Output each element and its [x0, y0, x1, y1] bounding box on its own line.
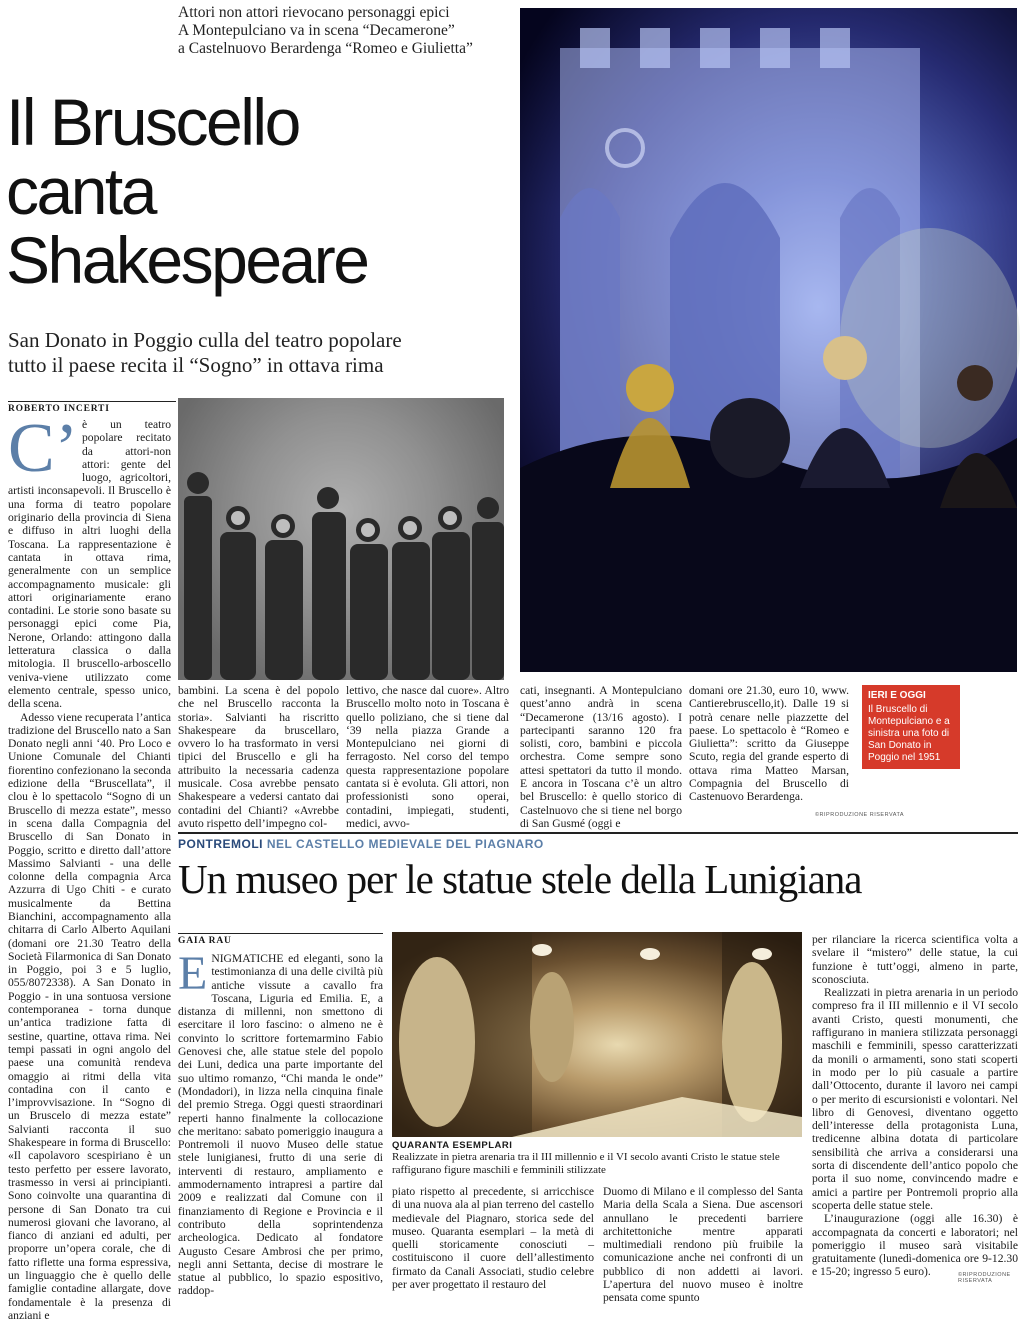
section-location: PONTREMOLI	[178, 837, 263, 851]
article1-copyright: ©RIPRODUZIONE RISERVATA	[815, 812, 905, 818]
article2-copyright: ©RIPRODUZIONE RISERVATA	[958, 1272, 1011, 1284]
paragraph: L’inaugurazione (oggi alle 16.30) è accompagnata da concerti e laboratori; nel pomeriggio il museo sarà visitabile gratuitamente (lunedì-domenica ore 9-12.30 e 15-20; ingresso 5 euro).	[812, 1212, 1018, 1279]
article1-deck	[8, 328, 518, 378]
deck-line: tutto il paese recita il “Sogno” in ottava rima	[8, 353, 384, 377]
article2-column-4	[812, 933, 1018, 1279]
kicker-line: A Montepulciano va in scena “Decamerone”	[178, 22, 455, 39]
section-subtitle: NEL CASTELLO MEDIEVALE DEL PIAGNARO	[266, 837, 544, 851]
article1-kicker	[178, 4, 518, 58]
statue-stele-museum-photo	[392, 932, 802, 1137]
ieri-e-oggi-caption	[862, 685, 960, 769]
caption-text: Il Bruscello di Montepulciano e a sinistra una foto di San Donato in Poggio nel 1951	[868, 704, 950, 763]
paragraph: Realizzati in pietra arenaria in un periodo compreso fra il III millennio e il VI secolo avanti Cristo, questi monumenti, che raffigurano in maniera stilizzata personaggi maschili e femminili, spesso caratterizzati da monili o armamenti, sono stati scoperti in modo per lo più casuale a partire dall’Ottocento, durante il lavoro nei campi o per merito di escursionisti e volontari. Nel libro di Genovesi, diventano oggetto dell’interesse della protagonista Luna, tredicenne albina dotata di particolare sensibilità che arriva a considerarsi una sorta di discendente dell’antico popolo che porta il suo nome, convincendo madre e amici a partire per Pontremoli proprio alla scoperta delle statue stele.	[812, 986, 1018, 1212]
article2-byline: GAIA RAU	[178, 933, 383, 946]
caption-text: Realizzate in pietra arenaria tra il III millennio e il VI secolo avanti Cristo le statue stele raffigurano figure maschili e femminili stilizzate	[392, 1151, 780, 1176]
caption-title: QUARANTA ESEMPLARI	[392, 1140, 513, 1151]
article1-column-3: lettivo, che nasce dal cuore». Altro Bruscello molto noto in Toscana è quello poliziano, che si tiene dal ‘39 nella piazza Grande a Montepulciano nei giorni di ferragosto. Nel corso del tempo questa rappresentazione popolare cantata si è evoluta. Gli attori, non professionisti sono operai, contadini, impiegati, studenti, medici, avvo-	[346, 684, 509, 830]
headline-line: canta	[6, 154, 155, 228]
article1-column-4: cati, insegnanti. A Montepulciano quest’anno andrà in scena “Decamerone (13/16 agosto). I partecipanti saranno 120 fra solisti, coro, bambini e piccola orchestra. Come sempre sono attesi spettatori da tutto il mondo. E ancora in Toscana c’è un altro bel Bruscello: è quello storico di Castelnuovo che si tiene nel borgo di San Gusmé (oggi e	[520, 684, 682, 830]
paragraph: per rilanciare la ricerca scientifica volta a svelare il “mistero” delle statue, la cui funzione è tutt’oggi, almeno in parte, sconosciuta.	[812, 933, 1018, 986]
article1-column-2: bambini. La scena è del popolo che nel Bruscello racconta la storia». Salvianti ha riscritto Shakespeare da bruscellaro, ovvero lo ha trasformato in versi tipici del Bruscello e gli ha attribuito la necessaria cadenza musicale. Cosa avrebbe pensato Shakespeare a vedersi cantato dai contadini del Chianti? «Avrebbe avuto rispetto dell’impegno col-	[178, 684, 339, 830]
article1-headline	[6, 85, 516, 297]
dropcap: C’	[8, 410, 78, 487]
deck-line: San Donato in Poggio culla del teatro popolare	[8, 328, 402, 352]
san-donato-1951-photo	[178, 398, 504, 680]
headline-line: Il Bruscello	[6, 85, 299, 159]
lead-paragraph: è un teatro popolare recitato da attori-non attori: gente del luogo, agricoltori, artisti inconsapevoli. Il Bruscello è una forma di teatro popolare originario della provincia di Siena e diffuso in altri luoghi della Toscana. La rappresentazione è cantata in ottava rima, generalmente con un semplice accompagnamento musicale: gli attori originariamente erano contadini. Le storie sono basate su personaggi epici come Pia, Nerone, Orlando: attingono dalla letteratura classica o dalla mitologia. Il bruscello-arboscello veniva-viene utilizzato come elemento centrale, spesso unico, della scena.	[8, 418, 171, 711]
article2-column-3: Duomo di Milano e il complesso del Santa Maria della Scala a Siena. Due ascensori annullano le precedenti barriere architettoniche mentre apparati multimediali rendono più fruibile la comunicazione anche nei confronti di un pubblico di non addetti ai lavori. L’apertura del nuovo museo è inoltre pensata come spunto	[603, 1185, 803, 1305]
lead-paragraph: NIGMATICHE ed eleganti, sono la testimonianza di una delle civiltà più antiche vissute a cavallo fra Toscana, Liguria ed Emilia. E, a distanza di millenni, non smettono di esercitare il loro fascino: o almeno ne è convinto lo scrittore fortemarmino Fabio Genovesi che, alle statue stele del popolo dei Luni, dedica una parte importante del suo ultimo romanzo, “Chi manda le onde” (Mondadori), in lizza nella cinquina finale del premio Strega. Oggi questi straordinari reperti hanno finalmente la collocazione che meritano: sabato pomeriggio inaugura a Pontremoli il nuovo Museo delle statue stele lunigianesi, frutto di una serie di interventi di restauro, ampliamento e ammodernamento intrapresi a partire dal 2009 e realizzati dal Comune con il finanziamento di Regione e Provincia e il contributo della soprintendenza archeologica. Dedicato al fondatore Augusto Cesare Ambrosi che per primo, negli anni Settanta, decise di mostrare le statue al pubblico, lo spazio espositivo, raddop-	[178, 952, 383, 1298]
article1-column-1	[8, 410, 171, 1322]
article1-byline: ROBERTO INCERTI	[8, 401, 176, 414]
historic-group-illustration	[178, 398, 504, 680]
kicker-line: a Castelnuovo Berardenga “Romeo e Giulietta”	[178, 40, 473, 57]
bruscello-montepulciano-photo	[520, 8, 1017, 672]
caption-title: IERI E OGGI	[868, 690, 926, 701]
museum-photo-caption	[392, 1140, 802, 1177]
article2-headline: Un museo per le statue stele della Lunigiana	[178, 856, 862, 902]
article1-column-5: domani ore 21.30, euro 10, www. Cantierebruscello,it). Dalle 19 si potrà cenare nelle piazzette del paese. Lo spettacolo è “Romeo e Giulietta”: scritto da Giuseppe Scuto, regia del grande esperto di ottava rima Matteo Marsan, Compagnia del Bruscello di Castenuovo Berardenga.	[689, 684, 849, 804]
dropcap: E	[178, 947, 208, 1000]
headline-line: Shakespeare	[6, 223, 368, 297]
article2-section-bar	[178, 832, 1018, 851]
museum-interior-illustration	[392, 932, 802, 1137]
paragraph: Adesso viene recuperata l’antica tradizione del Bruscello nato a San Donato negli anni ‘40. Pro Loco e Unione Comunale del Chianti fiorentino confezionano la seconda edizione della “Bruscellata”, il clou è lo spettacolo “Sogno di un Bruscello di mezza estate”, messo in scena dalla Compagnia del Bruscello di San Donato in Poggio, scritto e diretto dall’attore Massimo Salvianti - una delle colonne della compagnia Arca Azzurra di Ugo Chiti - e curato musicalmente da Bettina Bianchini, accompagnamento alla chitarra di Carlo Alberto Aquilani (domani ore 21.30 Teatro della Società Filarmonica di San Donato in Poggio, poi 3 e 5 luglio, 055/8072338). A San Donato in Poggio - in una sontuosa versione contemporanea - torna dunque un’antica tradizione fatta di sestine, quartine, ottava rima. Nei tempi passati in ogni angolo del paese una comunità rendeva omaggio ai ritmi della vita contadina con il canto e l’improvvisazione. In “Sogno di un Bruscelo di mezza estate” Salvianti racconta il suo Shakespeare in forma di Bruscello: «Il capolavoro scespiriano è un testo perfetto per essere lavorato, trasmesso in versi ai principianti. Sono coinvolte una quarantina di persone di San Donato tra cui numerosi giovani che lavorano, al fianco di anziani ed adulti, per proporre un’opera corale, che di fatto riflette una forma espressiva, un linguaggio che è quello delle famiglie contadine allargate, dove fondamentale è la presenza di anziani e	[8, 710, 171, 1322]
article2-column-1	[178, 947, 383, 1298]
castle-stage-illustration	[520, 8, 1017, 672]
kicker-line: Attori non attori rievocano personaggi epici	[178, 4, 450, 21]
article2-column-2: piato rispetto al precedente, si arricchisce di una nuova ala al pian terreno del castello medievale del Piagnaro, storica sede del museo. Quaranta esemplari – la metà di quelli storicamente conosciuti – costituiscono il cuore dell’allestimento firmato da Canali Associati, studio celebre per aver progettato il restauro del	[392, 1185, 594, 1292]
